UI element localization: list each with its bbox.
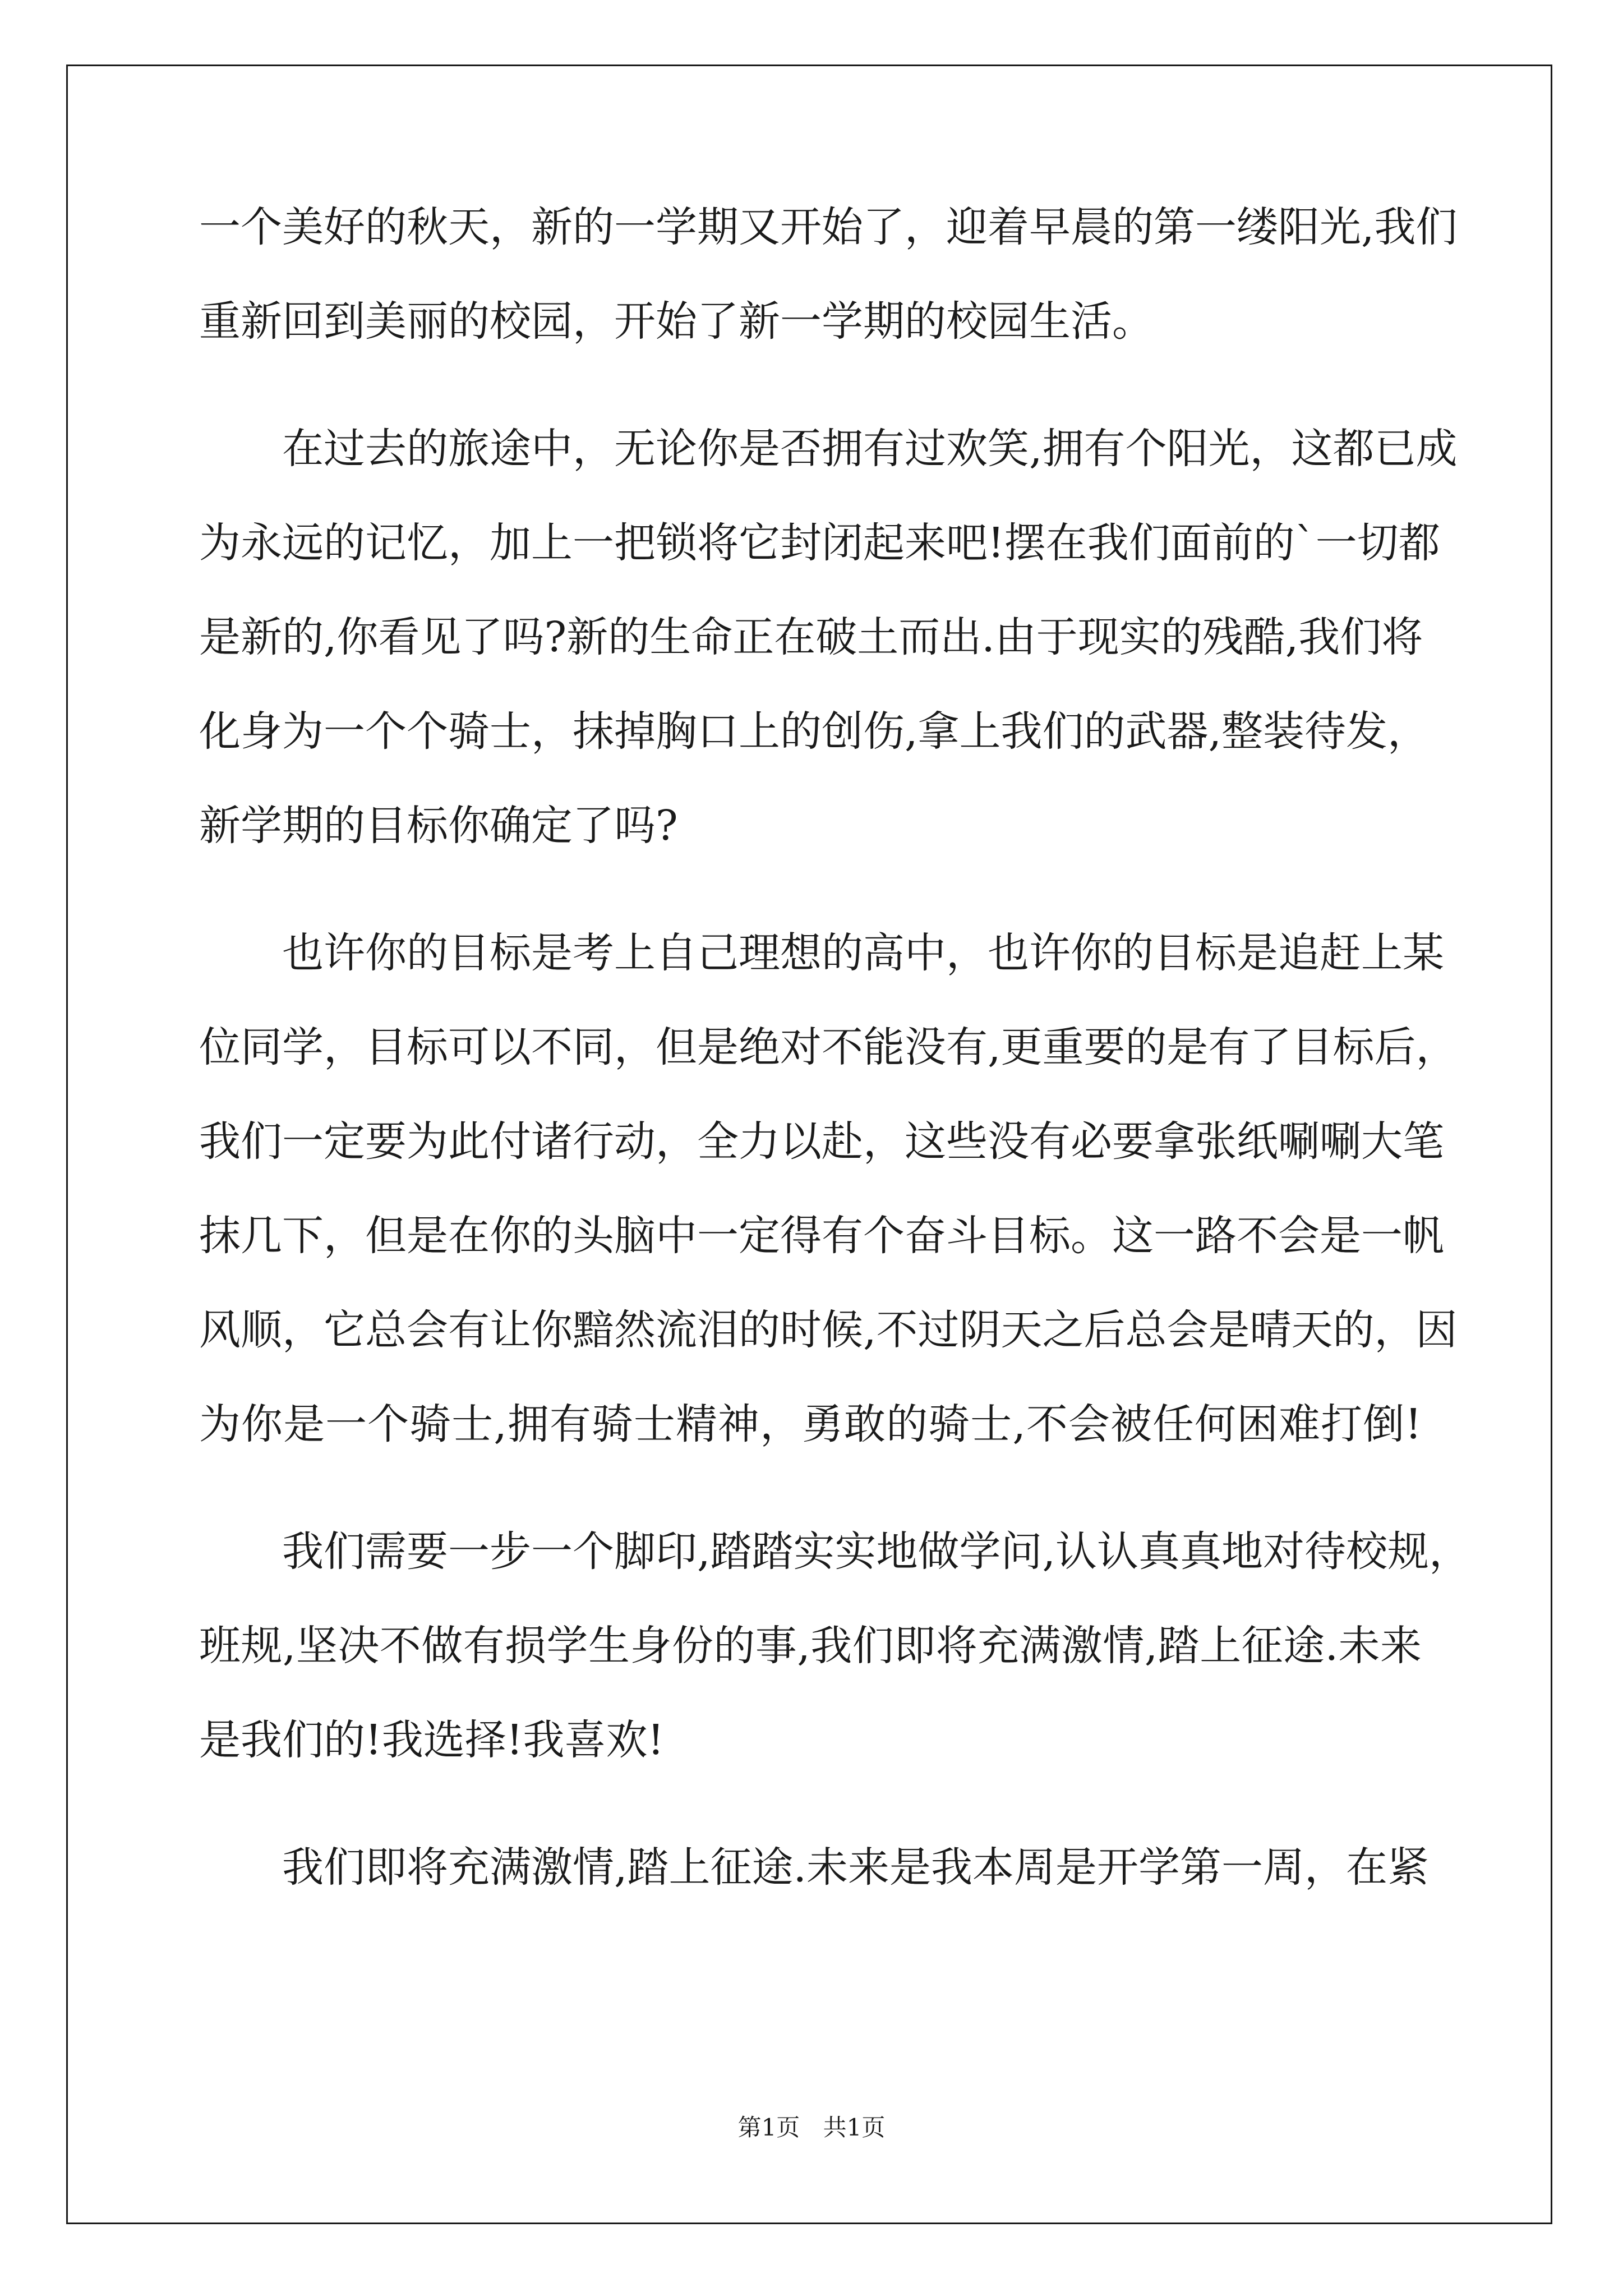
text-line: 化身为一个个骑士，抹掉胸口上的创伤,拿上我们的武器,整装待发， bbox=[199, 707, 1430, 756]
text-line: 班规,坚决不做有损学生身份的事,我们即将充满激情,踏上征途.未来 bbox=[199, 1622, 1422, 1670]
text-line: 在过去的旅途中，无论你是否拥有过欢笑,拥有个阳光，这都已成 bbox=[282, 425, 1458, 473]
page-number-current: 第1页 bbox=[737, 2114, 800, 2141]
text-line: 风顺，它总会有让你黯然流泪的时候,不过阴天之后总会是晴天的，因 bbox=[199, 1306, 1458, 1354]
text-line: 位同学，目标可以不同，但是绝对不能没有,更重要的是有了目标后， bbox=[199, 1023, 1458, 1071]
text-line: 我们一定要为此付诸行动，全力以赴，这些没有必要拿张纸唰唰大笔 bbox=[199, 1117, 1444, 1166]
text-line: 是我们的!我选择!我喜欢! bbox=[199, 1716, 665, 1764]
text-line: 我们即将充满激情,踏上征途.未来是我本周是开学第一周，在紧 bbox=[282, 1843, 1430, 1892]
page-number-total: 共1页 bbox=[823, 2114, 886, 2141]
text-line: 为你是一个骑士,拥有骑士精神，勇敢的骑士,不会被任何困难打倒! bbox=[199, 1400, 1422, 1448]
text-line: 新学期的目标你确定了吗? bbox=[199, 802, 678, 850]
text-line: 重新回到美丽的校园，开始了新一学期的校园生活。 bbox=[199, 297, 1154, 346]
page-footer bbox=[0, 2109, 1623, 2143]
text-line: 抹几下，但是在你的头脑中一定得有个奋斗目标。这一路不会是一帆 bbox=[199, 1212, 1444, 1260]
text-line: 也许你的目标是考上自己理想的高中，也许你的目标是追赶上某 bbox=[282, 929, 1444, 977]
text-line: 一个美好的秋天，新的一学期又开始了，迎着早晨的第一缕阳光,我们 bbox=[199, 203, 1458, 251]
text-line: 为永远的记忆，加上一把锁将它封闭起来吧!摆在我们面前的`一切都 bbox=[199, 519, 1440, 567]
text-line: 我们需要一步一个脚印,踏踏实实地做学问,认认真真地对待校规， bbox=[282, 1527, 1471, 1576]
text-line: 是新的,你看见了吗?新的生命正在破土而出.由于现实的残酷,我们将 bbox=[199, 613, 1423, 661]
